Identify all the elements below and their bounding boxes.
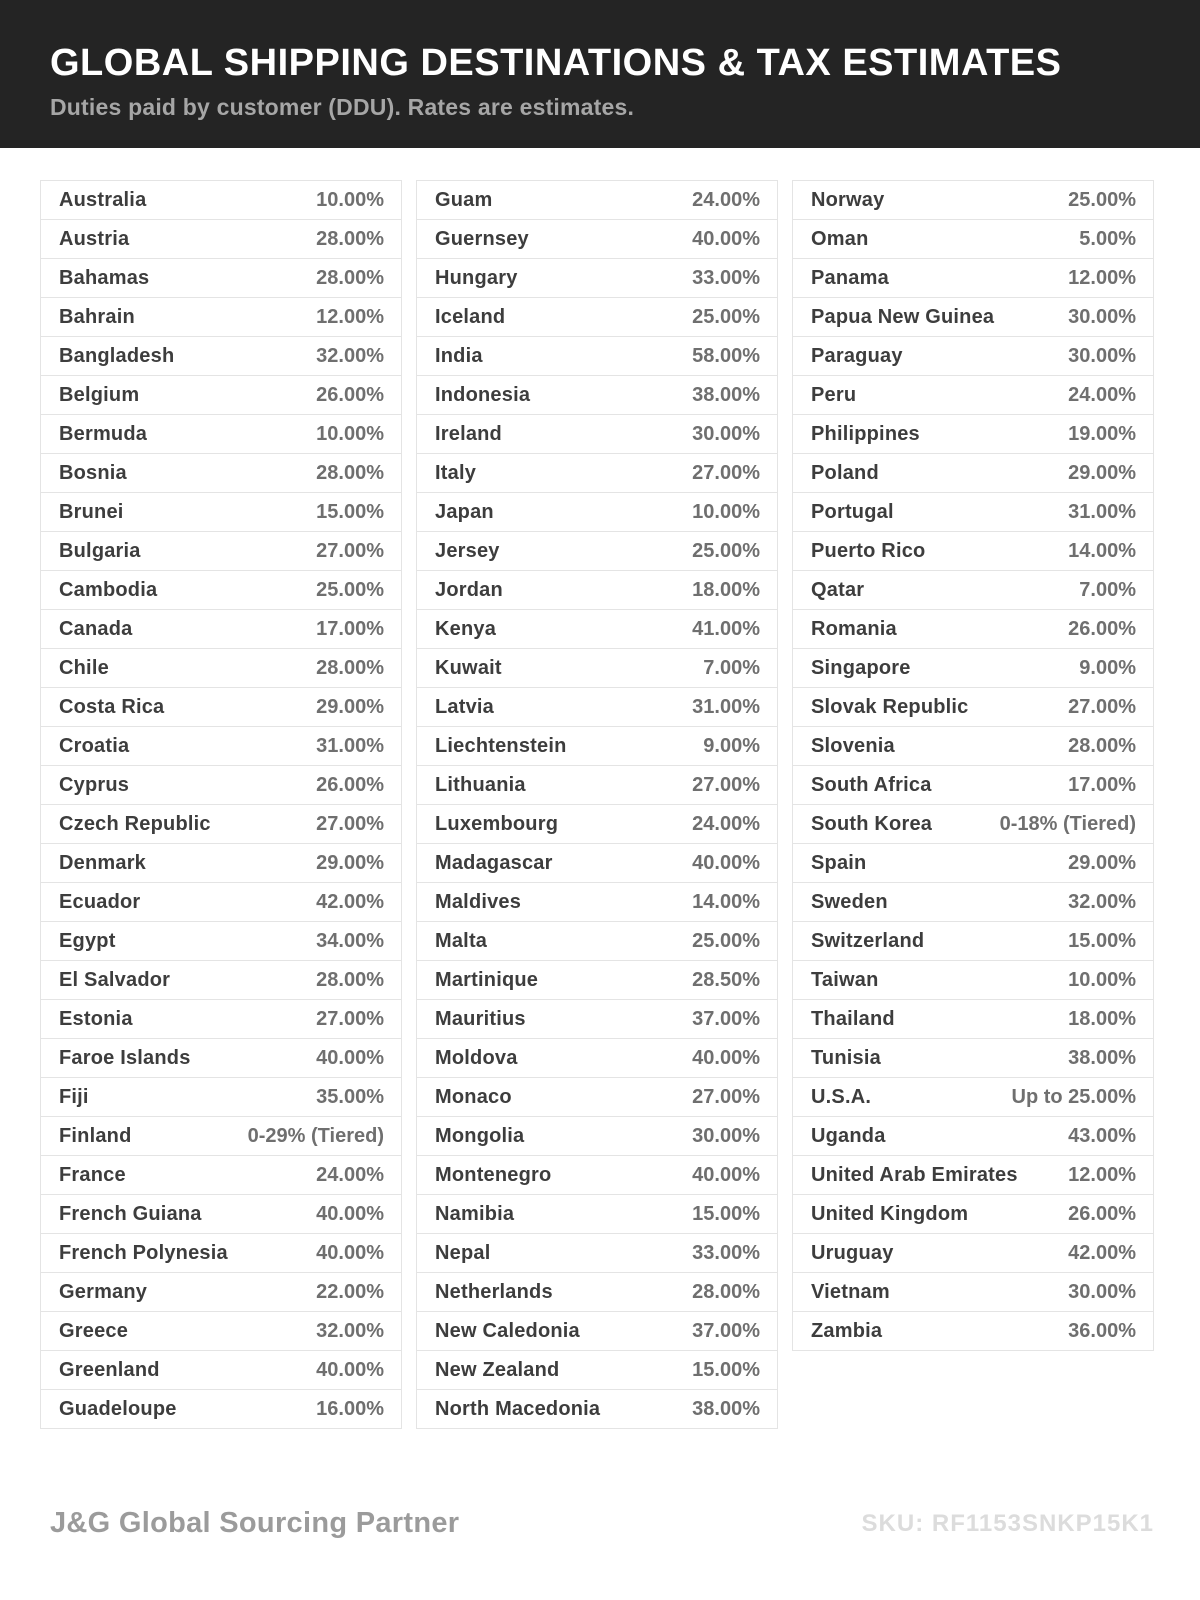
tax-rate: 32.00% [316,1320,384,1342]
country-name: Liechtenstein [435,735,567,757]
table-row [41,1039,401,1078]
tax-rate: 41.00% [692,618,760,640]
tax-rate: 0-29% (Tiered) [247,1125,384,1147]
table-row [793,415,1153,454]
tax-rate: 15.00% [692,1359,760,1381]
table-row [41,220,401,259]
tax-rate: 27.00% [692,462,760,484]
country-name: Maldives [435,891,522,913]
country-name: Singapore [811,657,911,679]
country-name: Bangladesh [59,345,175,367]
tax-rate: 29.00% [1068,852,1136,874]
tax-rate: 5.00% [1079,228,1136,250]
table-row [793,220,1153,259]
country-name: U.S.A. [811,1086,872,1108]
table-row [417,883,777,922]
table-row [793,454,1153,493]
table-row [41,649,401,688]
table-row [793,1000,1153,1039]
sku-label: SKU: RF1153SNKP15K1 [861,1509,1154,1537]
country-name: Martinique [435,969,539,991]
country-name: Luxembourg [435,813,559,835]
table-row [41,961,401,1000]
country-name: Hungary [435,267,518,289]
tax-rate: 17.00% [1068,774,1136,796]
tax-rate: 24.00% [692,813,760,835]
tax-rate: 31.00% [1068,501,1136,523]
table-row [793,1234,1153,1273]
tax-rate: 7.00% [703,657,760,679]
table-row [417,1078,777,1117]
table-row [41,376,401,415]
tax-rate: 40.00% [316,1047,384,1069]
country-name: Netherlands [435,1281,553,1303]
brand-name: J&G Global Sourcing Partner [50,1507,460,1539]
tax-rate: 29.00% [1068,462,1136,484]
tax-rate: 26.00% [316,774,384,796]
tax-rate: 33.00% [692,267,760,289]
tax-rate: 28.00% [316,657,384,679]
table-row [41,766,401,805]
country-name: French Polynesia [59,1242,228,1264]
table-row [793,493,1153,532]
country-name: Malta [435,930,488,952]
country-name: Egypt [59,930,116,952]
country-name: Canada [59,618,133,640]
country-name: Panama [811,267,889,289]
table-row [417,1351,777,1390]
tax-rate: 31.00% [316,735,384,757]
table-row [417,1273,777,1312]
table-row [41,415,401,454]
table-row [41,805,401,844]
country-name: Estonia [59,1008,133,1030]
country-name: Guadeloupe [59,1398,177,1420]
table-row [793,376,1153,415]
table-row [793,649,1153,688]
country-name: Madagascar [435,852,553,874]
table-row [41,1390,401,1428]
country-name: Philippines [811,423,920,445]
country-name: Tunisia [811,1047,881,1069]
rates-table [0,148,1200,1429]
tax-rate: 30.00% [1068,306,1136,328]
table-row [41,1078,401,1117]
tax-rate: 37.00% [692,1008,760,1030]
table-row [417,298,777,337]
tax-rate: 30.00% [692,423,760,445]
tax-rate: 32.00% [316,345,384,367]
table-row [793,883,1153,922]
country-name: Sweden [811,891,888,913]
tax-rate: 12.00% [316,306,384,328]
table-row [417,1000,777,1039]
tax-rate: 30.00% [692,1125,760,1147]
country-name: Norway [811,189,885,211]
country-name: Bahrain [59,306,135,328]
table-row [793,922,1153,961]
table-row [417,688,777,727]
tax-rate: 18.00% [692,579,760,601]
tax-rate: 43.00% [1068,1125,1136,1147]
country-name: Belgium [59,384,140,406]
country-name: Poland [811,462,879,484]
tax-rate: 40.00% [316,1242,384,1264]
tax-rate: 27.00% [692,1086,760,1108]
country-name: India [435,345,483,367]
table-row [41,1273,401,1312]
tax-rate: 24.00% [1068,384,1136,406]
table-row [417,1390,777,1428]
tax-rate: 28.00% [316,228,384,250]
tax-rate: 27.00% [316,540,384,562]
table-row [793,532,1153,571]
tax-rate: 26.00% [316,384,384,406]
page-subtitle: Duties paid by customer (DDU). Rates are estimates. [50,94,635,120]
tax-rate: 37.00% [692,1320,760,1342]
country-name: Ireland [435,423,502,445]
country-name: Slovenia [811,735,895,757]
table-row [793,181,1153,220]
table-row [41,571,401,610]
table-row [417,1117,777,1156]
table-row [41,844,401,883]
country-name: Bermuda [59,423,148,445]
country-name: Jersey [435,540,500,562]
table-row [417,493,777,532]
table-row [793,337,1153,376]
tax-rate: 29.00% [316,696,384,718]
country-name: French Guiana [59,1203,202,1225]
country-name: Uruguay [811,1242,894,1264]
tax-rate: 38.00% [692,1398,760,1420]
country-name: Spain [811,852,867,874]
tax-rate: 0-18% (Tiered) [999,813,1136,835]
tax-rate: 18.00% [1068,1008,1136,1030]
table-row [417,610,777,649]
country-name: Bulgaria [59,540,141,562]
table-row [417,454,777,493]
table-row [417,220,777,259]
tax-rate: 40.00% [316,1203,384,1225]
table-row [417,415,777,454]
tax-rate: 14.00% [1068,540,1136,562]
table-row [41,1312,401,1351]
tax-rate: 15.00% [1068,930,1136,952]
table-row [41,883,401,922]
table-row [417,1234,777,1273]
table-row [793,1117,1153,1156]
country-name: Kuwait [435,657,502,679]
page-title: GLOBAL SHIPPING DESTINATIONS & TAX ESTIMATES [50,42,1062,84]
table-row [793,844,1153,883]
country-name: New Caledonia [435,1320,580,1342]
tax-rate: 15.00% [692,1203,760,1225]
page-header [0,0,1200,148]
tax-rate: 27.00% [692,774,760,796]
tax-rate: 12.00% [1068,267,1136,289]
table-row [417,1039,777,1078]
tax-rate: 10.00% [316,189,384,211]
rates-column-3 [792,180,1154,1351]
tax-rate: 26.00% [1068,1203,1136,1225]
tax-rate: 24.00% [692,189,760,211]
country-name: North Macedonia [435,1398,601,1420]
table-row [41,1117,401,1156]
country-name: South Korea [811,813,933,835]
country-name: Bahamas [59,267,150,289]
rates-column-1 [40,180,402,1429]
country-name: Japan [435,501,494,523]
table-row [41,337,401,376]
rates-column-2 [416,180,778,1429]
country-name: Switzerland [811,930,925,952]
country-name: Denmark [59,852,146,874]
country-name: Chile [59,657,109,679]
country-name: Fiji [59,1086,89,1108]
country-name: Latvia [435,696,495,718]
tax-rate: 31.00% [692,696,760,718]
table-row [793,1273,1153,1312]
tax-rate: 30.00% [1068,345,1136,367]
tax-rate: 38.00% [692,384,760,406]
tax-rate: 30.00% [1068,1281,1136,1303]
country-name: Guam [435,189,493,211]
tax-rate: 17.00% [316,618,384,640]
country-name: New Zealand [435,1359,560,1381]
country-name: Thailand [811,1008,895,1030]
tax-rate: 28.50% [692,969,760,991]
tax-rate: 15.00% [316,501,384,523]
table-row [793,571,1153,610]
tax-rate: 27.00% [316,813,384,835]
tax-rate: 10.00% [316,423,384,445]
tax-rate: 28.00% [1068,735,1136,757]
tax-rate: 36.00% [1068,1320,1136,1342]
table-row [793,727,1153,766]
country-name: Puerto Rico [811,540,926,562]
tax-rate: 7.00% [1079,579,1136,601]
country-name: Romania [811,618,897,640]
country-name: Iceland [435,306,506,328]
table-row [417,649,777,688]
country-name: Indonesia [435,384,531,406]
country-name: Vietnam [811,1281,890,1303]
country-name: France [59,1164,126,1186]
tax-rate: 25.00% [316,579,384,601]
country-name: Ecuador [59,891,141,913]
tax-rate: 25.00% [1068,189,1136,211]
table-row [417,337,777,376]
table-row [417,805,777,844]
table-row [793,1312,1153,1350]
country-name: Nepal [435,1242,491,1264]
country-name: Uganda [811,1125,886,1147]
table-row [417,376,777,415]
country-name: Lithuania [435,774,526,796]
table-row [417,727,777,766]
tax-rate: 33.00% [692,1242,760,1264]
country-name: El Salvador [59,969,171,991]
tax-rate: 10.00% [1068,969,1136,991]
tax-rate: 27.00% [316,1008,384,1030]
table-row [41,922,401,961]
table-row [41,532,401,571]
table-row [41,1156,401,1195]
tax-rate: 12.00% [1068,1164,1136,1186]
table-row [417,571,777,610]
tax-rate: 9.00% [1079,657,1136,679]
table-row [417,181,777,220]
country-name: Mongolia [435,1125,525,1147]
country-name: Taiwan [811,969,879,991]
tax-rate: 25.00% [692,306,760,328]
tax-rate: 58.00% [692,345,760,367]
country-name: Peru [811,384,857,406]
country-name: South Africa [811,774,932,796]
tax-rate: 40.00% [692,852,760,874]
country-name: Finland [59,1125,132,1147]
table-row [793,766,1153,805]
country-name: Cambodia [59,579,158,601]
table-row [417,961,777,1000]
tax-rate: 40.00% [692,1047,760,1069]
tax-rate: 28.00% [692,1281,760,1303]
tax-rate: 40.00% [692,1164,760,1186]
page-footer [0,1507,1200,1540]
tax-rate: 42.00% [1068,1242,1136,1264]
tax-rate: 26.00% [1068,618,1136,640]
country-name: Qatar [811,579,865,601]
country-name: Cyprus [59,774,130,796]
table-row [417,1156,777,1195]
table-row [417,259,777,298]
country-name: Portugal [811,501,894,523]
table-row [417,532,777,571]
table-row [41,1195,401,1234]
country-name: Croatia [59,735,130,757]
country-name: Monaco [435,1086,512,1108]
country-name: Zambia [811,1320,883,1342]
tax-rate: 40.00% [692,228,760,250]
table-row [41,493,401,532]
country-name: Greece [59,1320,129,1342]
table-row [41,181,401,220]
tax-rate: 25.00% [692,930,760,952]
table-row [793,1156,1153,1195]
country-name: United Arab Emirates [811,1164,1018,1186]
country-name: Guernsey [435,228,529,250]
country-name: Slovak Republic [811,696,969,718]
tax-rate: 32.00% [1068,891,1136,913]
country-name: Italy [435,462,477,484]
table-row [41,1234,401,1273]
table-row [41,727,401,766]
table-row [41,298,401,337]
country-name: Mauritius [435,1008,526,1030]
table-row [793,1078,1153,1117]
table-row [417,1312,777,1351]
table-row [41,454,401,493]
table-row [793,1039,1153,1078]
country-name: Australia [59,189,147,211]
country-name: Papua New Guinea [811,306,995,328]
country-name: Brunei [59,501,124,523]
table-row [417,844,777,883]
tax-rate: 42.00% [316,891,384,913]
table-row [793,688,1153,727]
tax-rate: 28.00% [316,969,384,991]
country-name: Germany [59,1281,148,1303]
table-row [793,259,1153,298]
country-name: Montenegro [435,1164,552,1186]
country-name: Austria [59,228,130,250]
tax-rate: 16.00% [316,1398,384,1420]
table-row [417,922,777,961]
country-name: Bosnia [59,462,127,484]
table-row [41,259,401,298]
country-name: Costa Rica [59,696,165,718]
country-name: Moldova [435,1047,518,1069]
table-row [41,610,401,649]
table-row [793,805,1153,844]
table-row [793,961,1153,1000]
tax-rate: 10.00% [692,501,760,523]
tax-rate: 35.00% [316,1086,384,1108]
tax-rate: 29.00% [316,852,384,874]
table-row [793,298,1153,337]
country-name: United Kingdom [811,1203,969,1225]
table-row [417,766,777,805]
tax-rate: 9.00% [703,735,760,757]
tax-rate: 34.00% [316,930,384,952]
tax-rate: 24.00% [316,1164,384,1186]
country-name: Jordan [435,579,503,601]
table-row [793,1195,1153,1234]
table-row [417,1195,777,1234]
country-name: Paraguay [811,345,903,367]
country-name: Greenland [59,1359,160,1381]
country-name: Faroe Islands [59,1047,191,1069]
tax-rate: Up to 25.00% [1011,1086,1136,1108]
tax-rate: 22.00% [316,1281,384,1303]
tax-rate: 14.00% [692,891,760,913]
tax-rate: 28.00% [316,462,384,484]
tax-rate: 25.00% [692,540,760,562]
country-name: Czech Republic [59,813,211,835]
table-row [41,1000,401,1039]
tax-rate: 27.00% [1068,696,1136,718]
tax-rate: 19.00% [1068,423,1136,445]
table-row [793,610,1153,649]
tax-rate: 38.00% [1068,1047,1136,1069]
country-name: Kenya [435,618,497,640]
table-row [41,688,401,727]
country-name: Oman [811,228,869,250]
tax-rate: 40.00% [316,1359,384,1381]
table-row [41,1351,401,1390]
tax-rate: 28.00% [316,267,384,289]
country-name: Namibia [435,1203,515,1225]
